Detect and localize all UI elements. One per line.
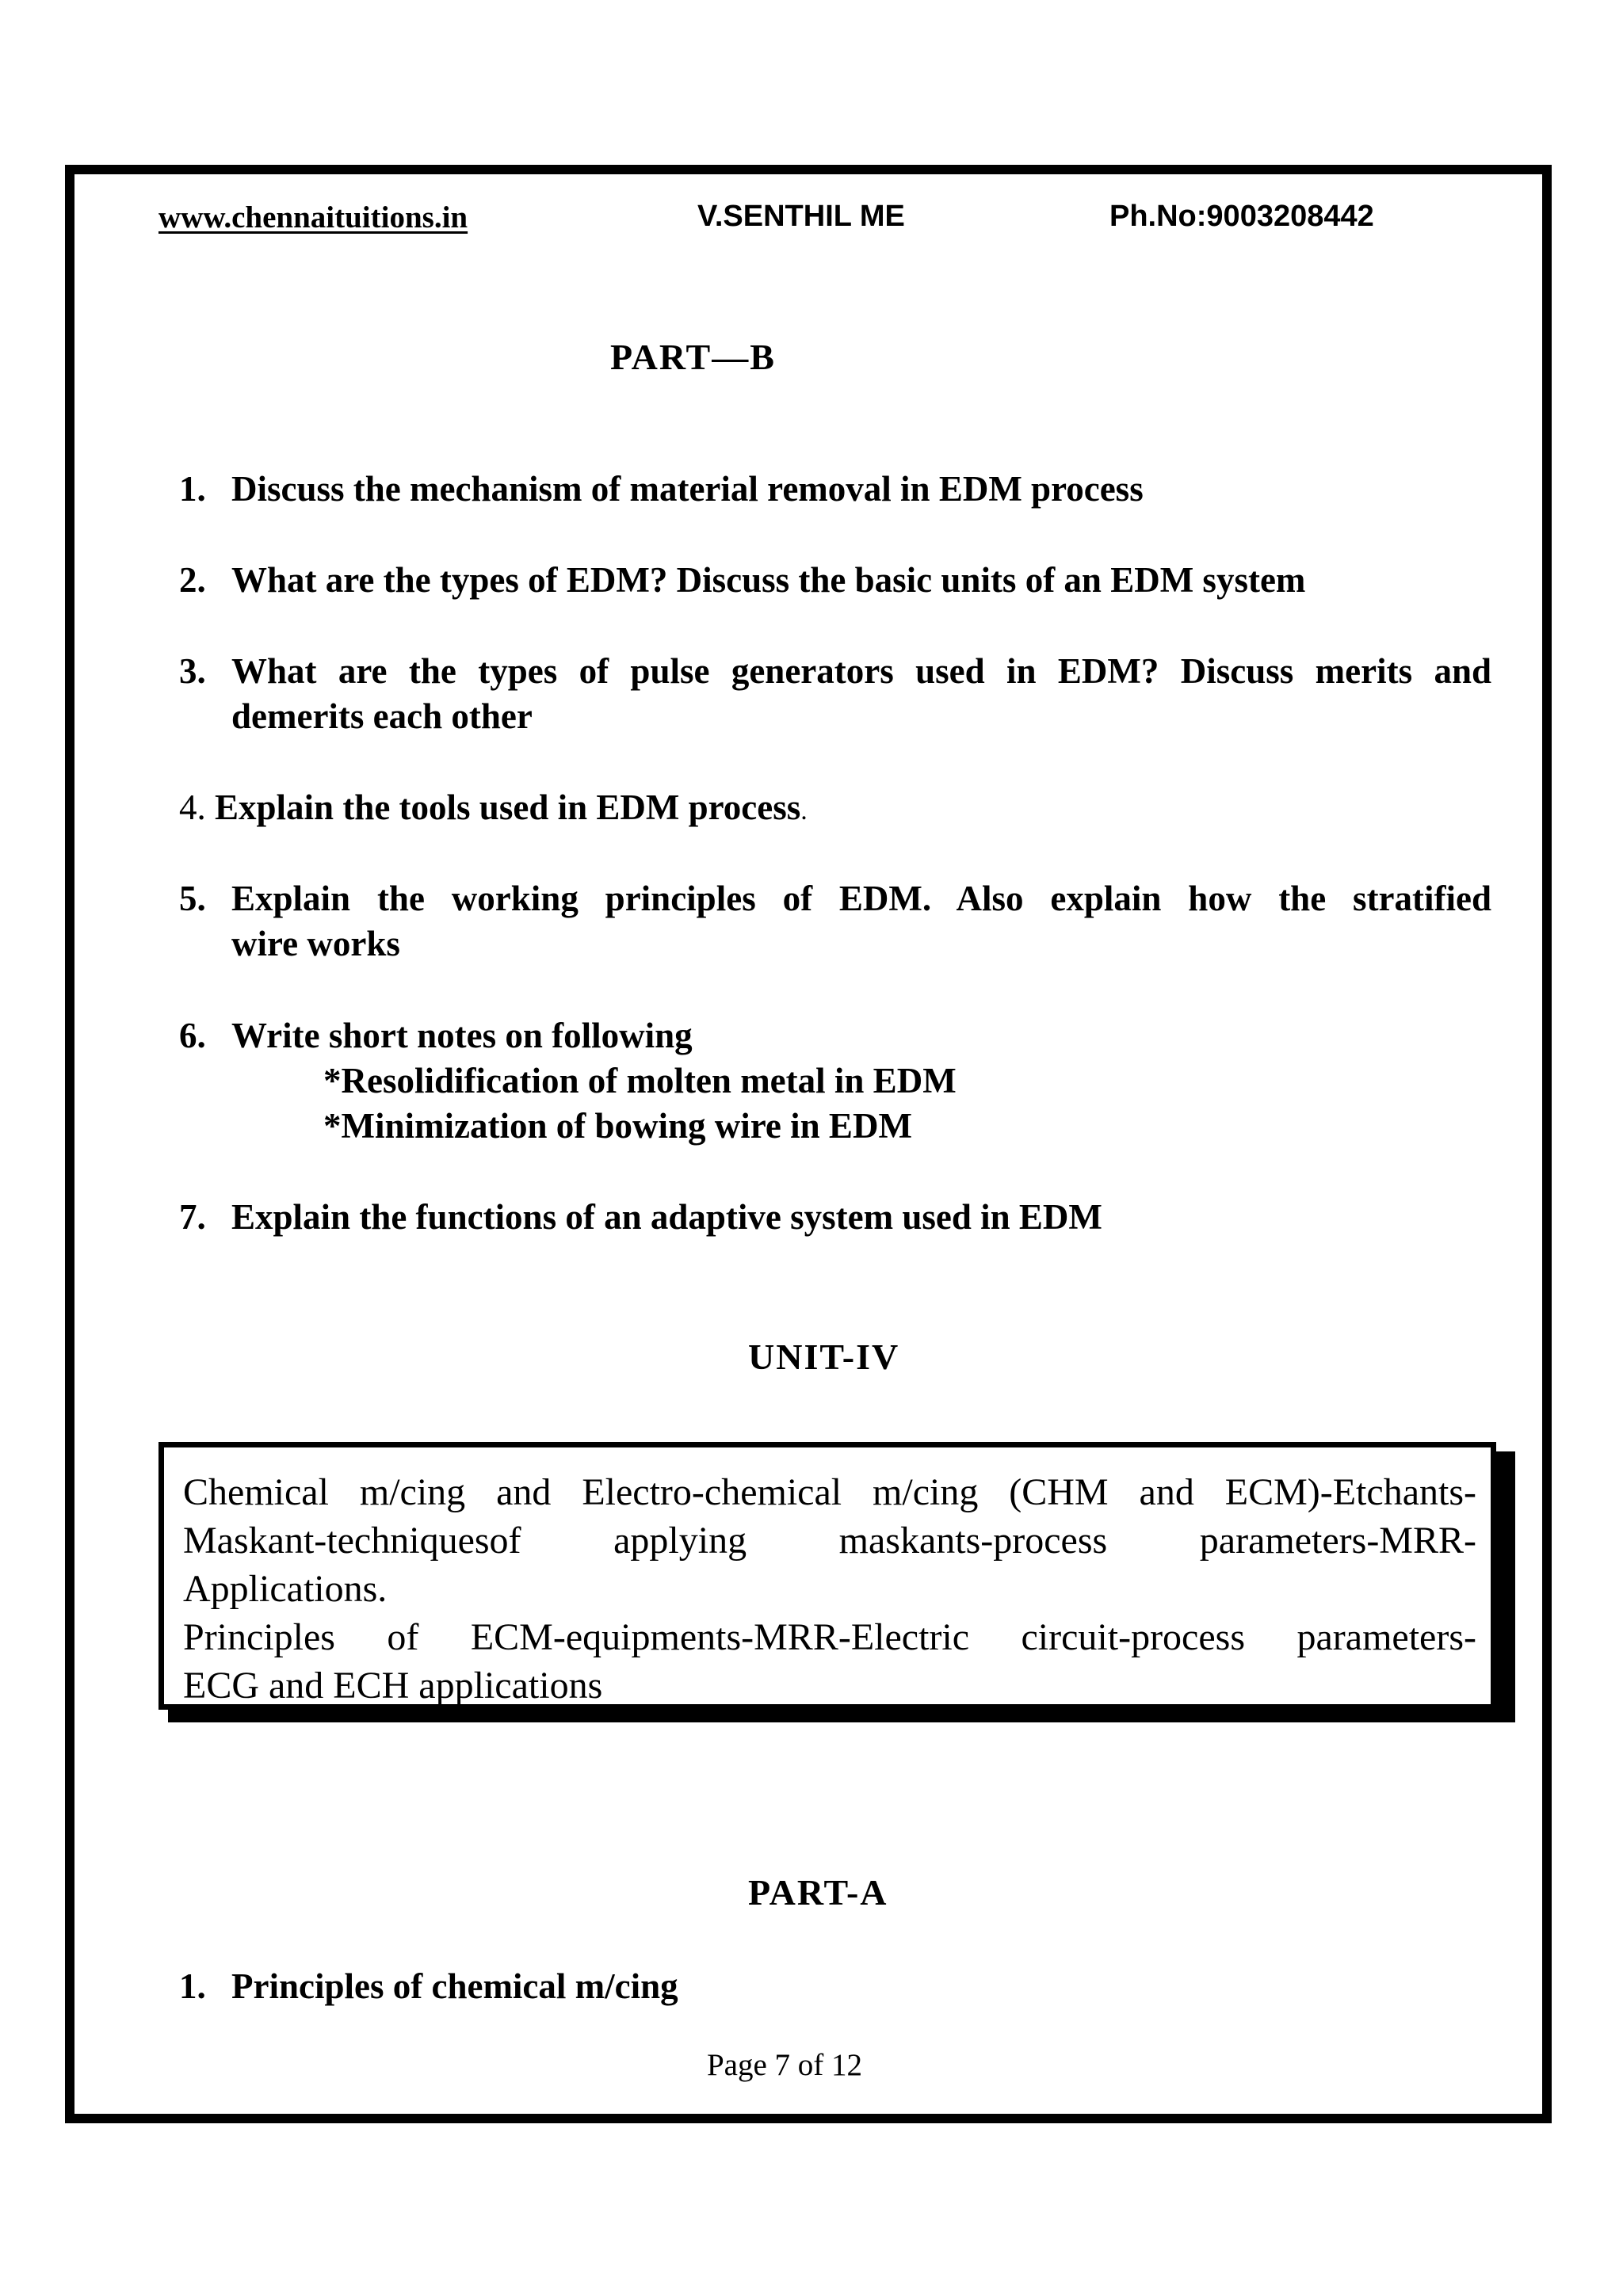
question-text: Principles of chemical m/cing [231, 1966, 678, 2006]
question-number: 1. [179, 469, 206, 509]
question-text: Explain the functions of an adaptive system used in EDM [231, 1197, 1102, 1237]
phone-number: Ph.No:9003208442 [1109, 200, 1374, 233]
sub-item: *Minimization of bowing wire in EDM [323, 1106, 912, 1146]
question-item [179, 876, 1491, 967]
question-number: 1. [179, 1966, 206, 2006]
unit-heading: UNIT-IV [748, 1337, 900, 1377]
part-a-heading: PART-A [748, 1872, 888, 1913]
question-item [179, 558, 1491, 603]
syllabus-line: ECG and ECH applications [183, 1665, 603, 1707]
question-item [179, 1964, 1491, 2009]
sub-item: *Resolidification of molten metal in EDM [323, 1061, 957, 1100]
question-item [179, 1195, 1491, 1240]
question-number: 4. [179, 788, 206, 827]
question-text [231, 876, 1491, 967]
question-suffix: . [800, 796, 808, 826]
question-number: 6. [179, 1016, 206, 1055]
question-number: 5. [179, 879, 206, 918]
question-text-line: demerits each other [231, 696, 533, 736]
page-number: Page 7 of 12 [706, 2048, 863, 2082]
website-link[interactable]: www.chennaituitions.in [158, 200, 468, 235]
question-number: 2. [179, 560, 206, 600]
question-number: 3. [179, 651, 206, 691]
question-text: Write short notes on following [231, 1016, 693, 1055]
syllabus-line: Principles of ECM-equipments-MRR-Electric circuit-process parameters- [183, 1616, 1476, 1658]
question-text-line: wire works [231, 924, 400, 963]
question-number: 7. [179, 1197, 206, 1237]
author-name: V.SENTHIL ME [697, 200, 905, 233]
question-text: What are the types of EDM? Discuss the basic units of an EDM system [231, 560, 1306, 600]
question-text [231, 649, 1491, 739]
question-text: Explain the tools used in EDM process [215, 788, 801, 827]
syllabus-line: Maskant-techniquesof applying maskants-process parameters-MRR- [183, 1520, 1476, 1562]
question-item [179, 785, 808, 833]
question-item [179, 467, 1491, 512]
question-text-line: What are the types of pulse generators used in EDM? Discuss merits and [231, 651, 1491, 691]
syllabus-box [158, 1442, 1496, 1710]
question-text: Discuss the mechanism of material removal in EDM process [231, 469, 1144, 509]
question-item [179, 1013, 1491, 1058]
syllabus-line: Chemical m/cing and Electro-chemical m/cing (CHM and ECM)-Etchants- [183, 1471, 1476, 1513]
page-header [158, 200, 1504, 239]
part-b-heading: PART—B [610, 337, 776, 377]
question-text-line: Explain the working principles of EDM. Also explain how the stratified [231, 879, 1491, 918]
syllabus-line: Applications. [183, 1568, 388, 1610]
question-item [179, 649, 1491, 739]
